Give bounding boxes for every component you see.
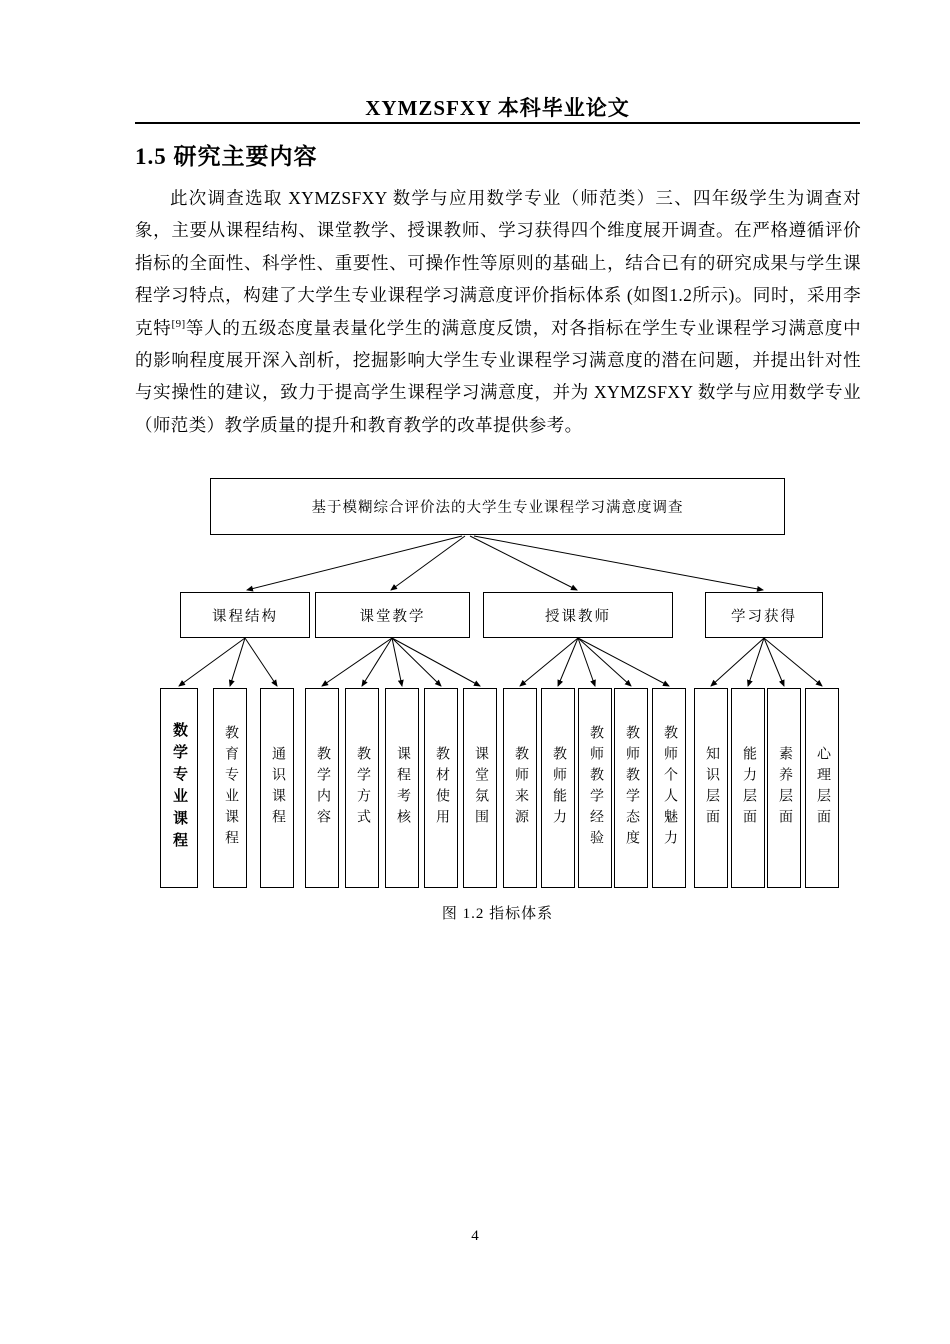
diagram-leaf-box: 教师个人魅力 <box>652 688 686 888</box>
diagram-leaf-box: 心理层面 <box>805 688 839 888</box>
diagram-branch-course-structure: 课程结构 <box>180 592 310 638</box>
diagram-branch-learning-gains: 学习获得 <box>705 592 823 638</box>
diagram-leaf-box: 教育专业课程 <box>213 688 247 888</box>
header-divider <box>135 122 860 124</box>
diagram-root-box: 基于模糊综合评价法的大学生专业课程学习满意度调查 <box>210 478 785 535</box>
diagram-leaf-box: 课堂氛围 <box>463 688 497 888</box>
citation-superscript: [9] <box>171 317 186 330</box>
diagram-branch-teachers: 授课教师 <box>483 592 673 638</box>
body-paragraph <box>135 182 861 441</box>
diagram-leaf-box: 教师来源 <box>503 688 537 888</box>
diagram-leaf-box: 教师能力 <box>541 688 575 888</box>
paragraph-text-2: 等人的五级态度量表量化学生的满意度反馈，对各指标在学生专业课程学习满意度中的影响程度展开深入剖析，挖掘影响大学生专业课程学习满意度的潜在问题，并提出针对性与实操性的建议，致力于提高学生课程学习满意度，并为 XYMZSFXY 数学与应用数学专业（师范类）教学质量的提升和教育教学的改革提供参考。 <box>135 317 861 435</box>
section-heading: 1.5 研究主要内容 <box>135 144 318 169</box>
diagram-leaf-box: 教学方式 <box>345 688 379 888</box>
diagram-leaf-box: 教师教学态度 <box>614 688 648 888</box>
diagram-leaf-box: 课程考核 <box>385 688 419 888</box>
diagram-leaf-box: 知识层面 <box>694 688 728 888</box>
page-header <box>135 92 860 122</box>
diagram-leaf-box: 素养层面 <box>767 688 801 888</box>
diagram-leaf-box: 教学内容 <box>305 688 339 888</box>
indicator-system-diagram <box>0 478 950 898</box>
diagram-leaf-box: 教师教学经验 <box>578 688 612 888</box>
diagram-leaf-box: 通识课程 <box>260 688 294 888</box>
diagram-branch-classroom-teaching: 课堂教学 <box>315 592 470 638</box>
paragraph-text-1: 此次调查选取 XYMZSFXY 数学与应用数学专业（师范类）三、四年级学生为调查对象，主要从课程结构、课堂教学、授课教师、学习获得四个维度展开调查。在严格遵循评价指标的全面性、科学性、重要性、可操作性等原则的基础上，结合已有的研究成果与学生课程学习特点，构建了大学生专业课程学习满意度评价指标体系 (如图1.2所示)。同时，采用李克特 <box>135 188 861 338</box>
diagram-leaf-box: 教材使用 <box>424 688 458 888</box>
page-number: 4 <box>471 1228 479 1244</box>
diagram-leaf-box: 数学专业课程 <box>160 688 198 888</box>
diagram-leaf-box: 能力层面 <box>731 688 765 888</box>
header-title: XYMZSFXY 本科毕业论文 <box>365 96 630 120</box>
figure-caption: 图 1.2 指标体系 <box>441 906 554 922</box>
